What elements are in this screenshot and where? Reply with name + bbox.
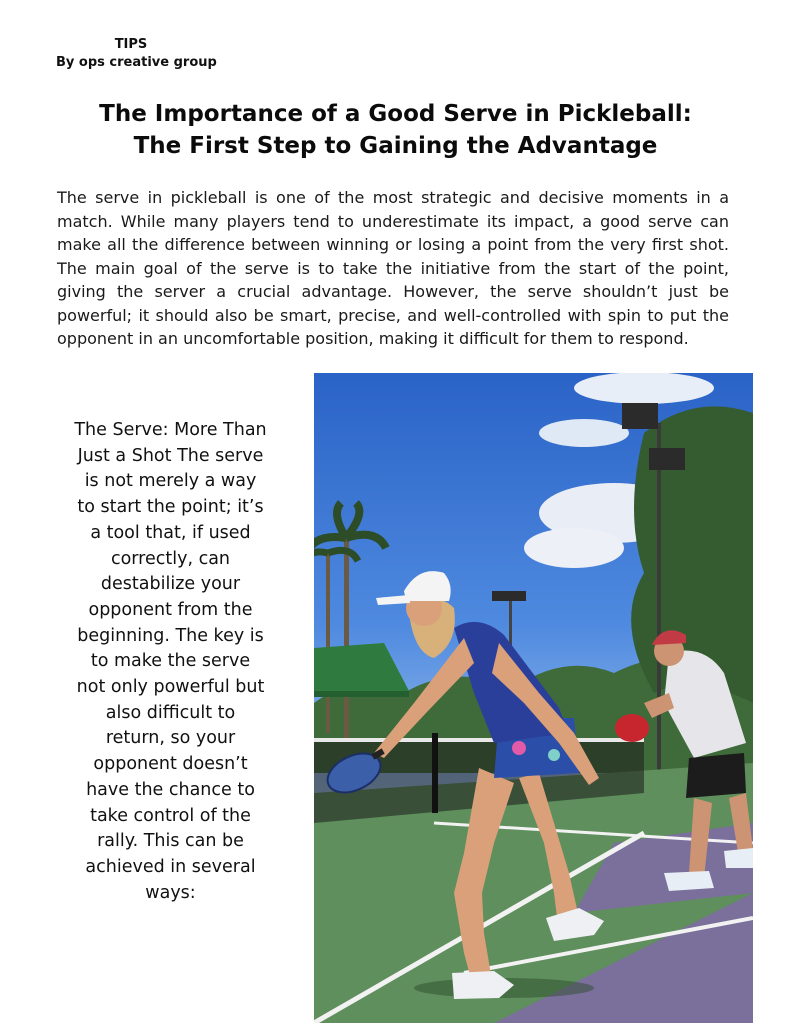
- document-header: [56, 36, 217, 72]
- intro-paragraph: The serve in pickleball is one of the most strategic and decisive moments in a match. While many players tend to underestimate its impact, a good serve can make all the difference between winning or losing a point from the very first shot. The main goal of the serve is to take the initiative from the start of the point, giving the server a crucial advantage. However, the serve shouldn’t just be powerful; it should also be smart, precise, and well-controlled with spin to put the opponent in an uncomfortable position, making it difficult for them to respond.: [57, 188, 729, 348]
- pickleball-photo-illustration: [314, 373, 753, 1023]
- sidebar-heading: The Serve: More Than Just a Shot: [74, 420, 267, 466]
- page-title: [40, 98, 751, 162]
- sidebar-body: The serve is not merely a way to start the point; it’s a tool that, if used correctly, can destabilize your opponent from the beginning. The key is to make the serve not only powerful but also difficult to return, so your opponent doesn’t have the chance to take control of the rally. This can be achieved in several ways:: [76, 445, 265, 903]
- title-line-1: The Importance of a Good Serve in Pickleball:: [99, 101, 692, 127]
- pickleball-photo: [314, 373, 753, 1023]
- author-label: By ops creative group: [56, 55, 217, 70]
- title-line-2: The First Step to Gaining the Advantage: [133, 133, 658, 159]
- sidebar-text: [74, 418, 267, 906]
- tips-label: TIPS: [114, 37, 148, 52]
